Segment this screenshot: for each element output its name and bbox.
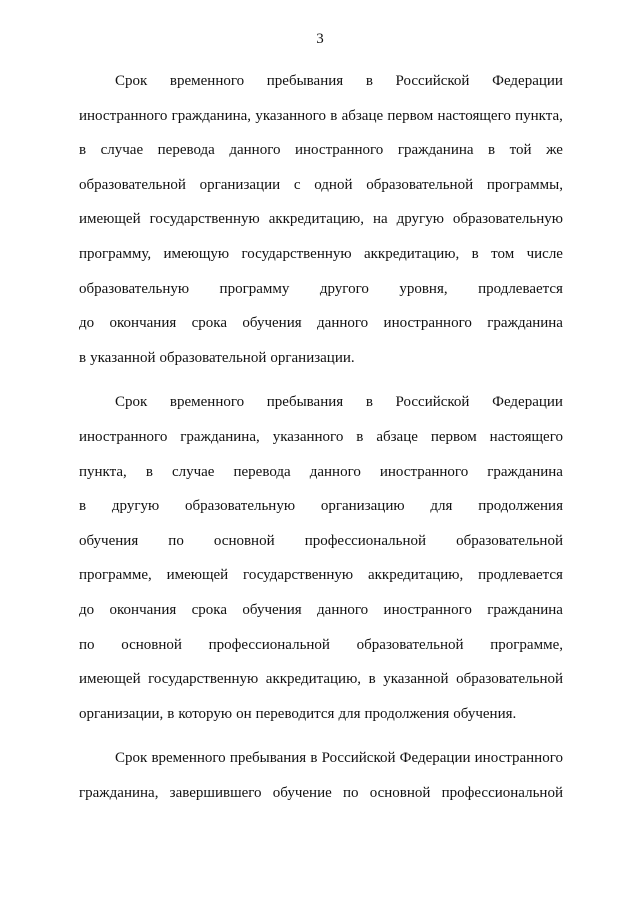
paragraph [79,385,563,731]
paragraph-line: в другую образовательную организацию для продолжения [79,498,563,515]
paragraph-line: имеющей государственную аккредитацию, на другую образовательную [79,211,563,228]
paragraph-line: организации, в которую он переводится для продолжения обучения. [79,705,517,722]
paragraph-line: до окончания срока обучения данного иностранного гражданина [79,601,563,618]
page-number: 3 [316,31,324,47]
paragraph [79,741,563,810]
paragraph-line: программу, имеющую государственную аккредитацию, в том числе [79,245,563,262]
paragraph-line: Срок временного пребывания в Российской Федерации иностранного [115,750,563,767]
paragraph-line: по основной профессиональной образовательной программе, [79,636,563,653]
paragraph-line: программе, имеющей государственную аккредитацию, продлевается [79,567,563,584]
paragraph-line: пункта, в случае перевода данного иностранного гражданина [79,463,563,480]
paragraph-line: в случае перевода данного иностранного гражданина в той же [79,142,563,159]
paragraph-line: Срок временного пребывания в Российской Федерации [115,394,563,411]
paragraph [79,64,563,375]
paragraph-line: иностранного гражданина, указанного в абзаце первом настоящего пункта, [79,107,563,124]
paragraph-line: в указанной образовательной организации. [79,349,355,366]
paragraph-line: Срок временного пребывания в Российской Федерации [115,73,563,89]
paragraph-line: до окончания срока обучения данного иностранного гражданина [79,315,563,332]
paragraph-line: гражданина, завершившего обучение по основной профессиональной [79,784,563,801]
paragraph-line: образовательную программу другого уровня, продлевается [79,280,563,297]
paragraph-line: иностранного гражданина, указанного в абзаце первом настоящего [79,428,563,445]
paragraph-line: образовательной организации с одной образовательной программы, [79,176,563,193]
paragraph-line: обучения по основной профессиональной образовательной [79,532,563,549]
paragraph-line: имеющей государственную аккредитацию, в указанной образовательной [79,671,563,688]
document-body [79,64,563,810]
